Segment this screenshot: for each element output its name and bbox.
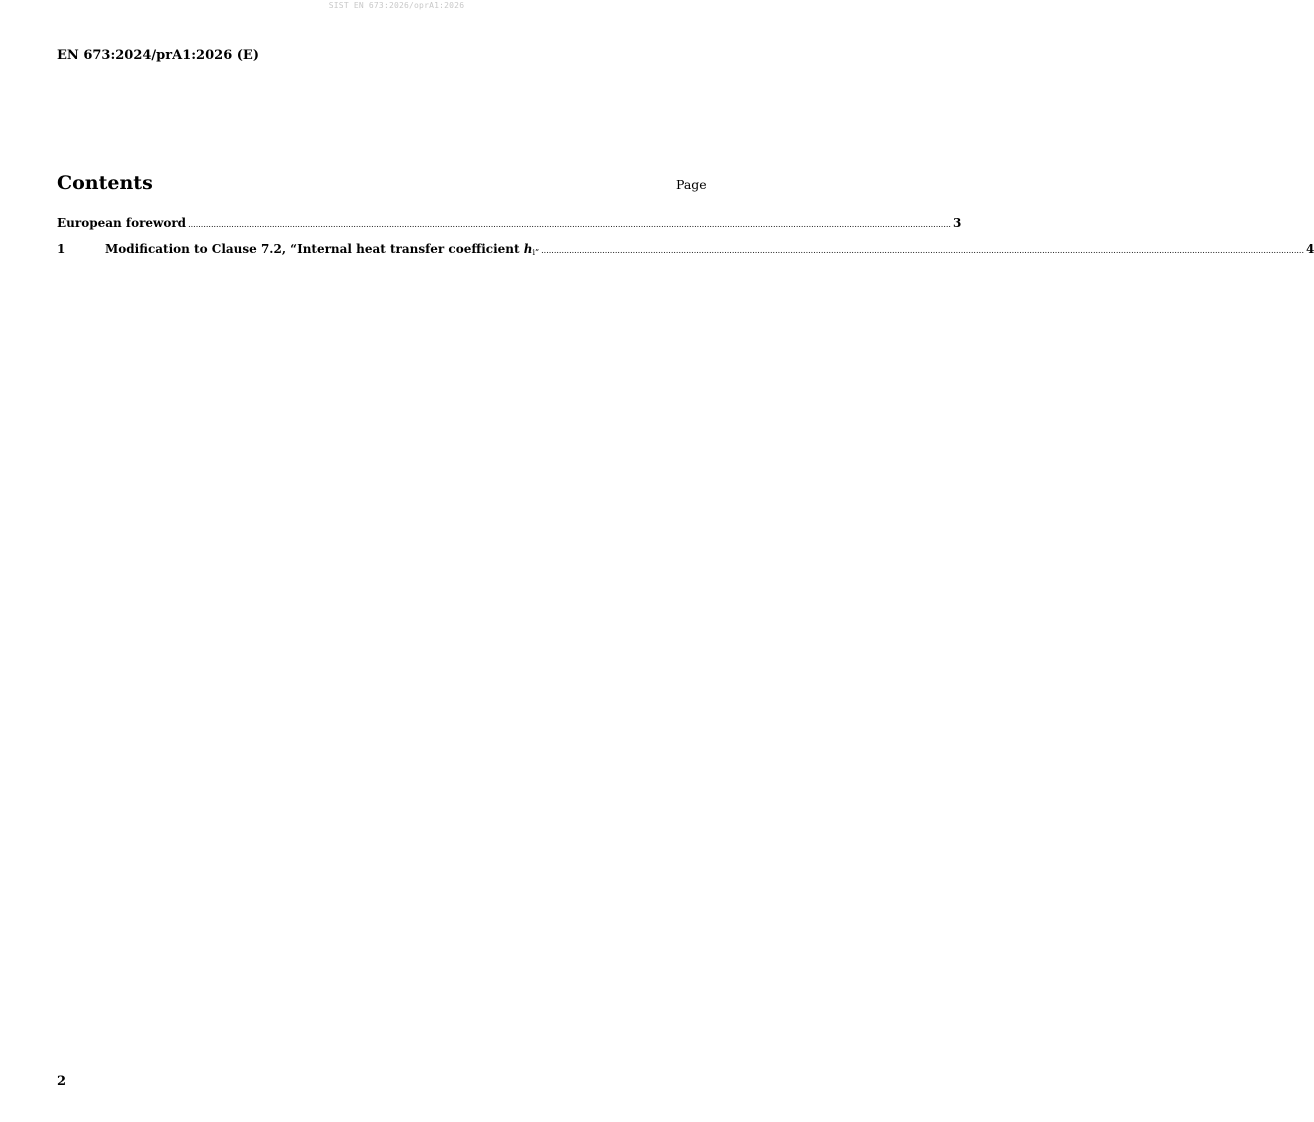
page-column-label: Page — [676, 177, 707, 192]
toc-entry-page: 3 — [952, 216, 962, 230]
toc-entry-page: 4 — [1306, 242, 1314, 256]
toc-entry-title-text: Modification to Clause 7.2, “Internal heat transfer coefficient — [105, 242, 524, 256]
toc-entry-title-subscript: i” — [532, 248, 540, 257]
toc-entry-number: 1 — [57, 242, 66, 256]
toc-dot-leader: ............................................................................................................................................................................................................................................................................................................ — [188, 220, 951, 229]
page-number: 2 — [57, 1074, 67, 1089]
toc-entry-title-symbol: h — [523, 242, 533, 256]
contents-heading: Contents — [57, 172, 153, 194]
toc-entry-foreword[interactable] — [57, 216, 962, 230]
toc-entry-title: European foreword — [57, 216, 187, 230]
document-identifier: EN 673:2024/prA1:2026 (E) — [57, 48, 259, 63]
watermark: SIST EN 673:2026/oprA1:2026 — [328, 1, 465, 10]
toc-dot-leader: ............................................................................................................................................................................................................................................................................................................ — [541, 246, 1305, 255]
toc-entry-title — [105, 242, 539, 257]
toc-entry-clause-1[interactable] — [57, 242, 1314, 257]
